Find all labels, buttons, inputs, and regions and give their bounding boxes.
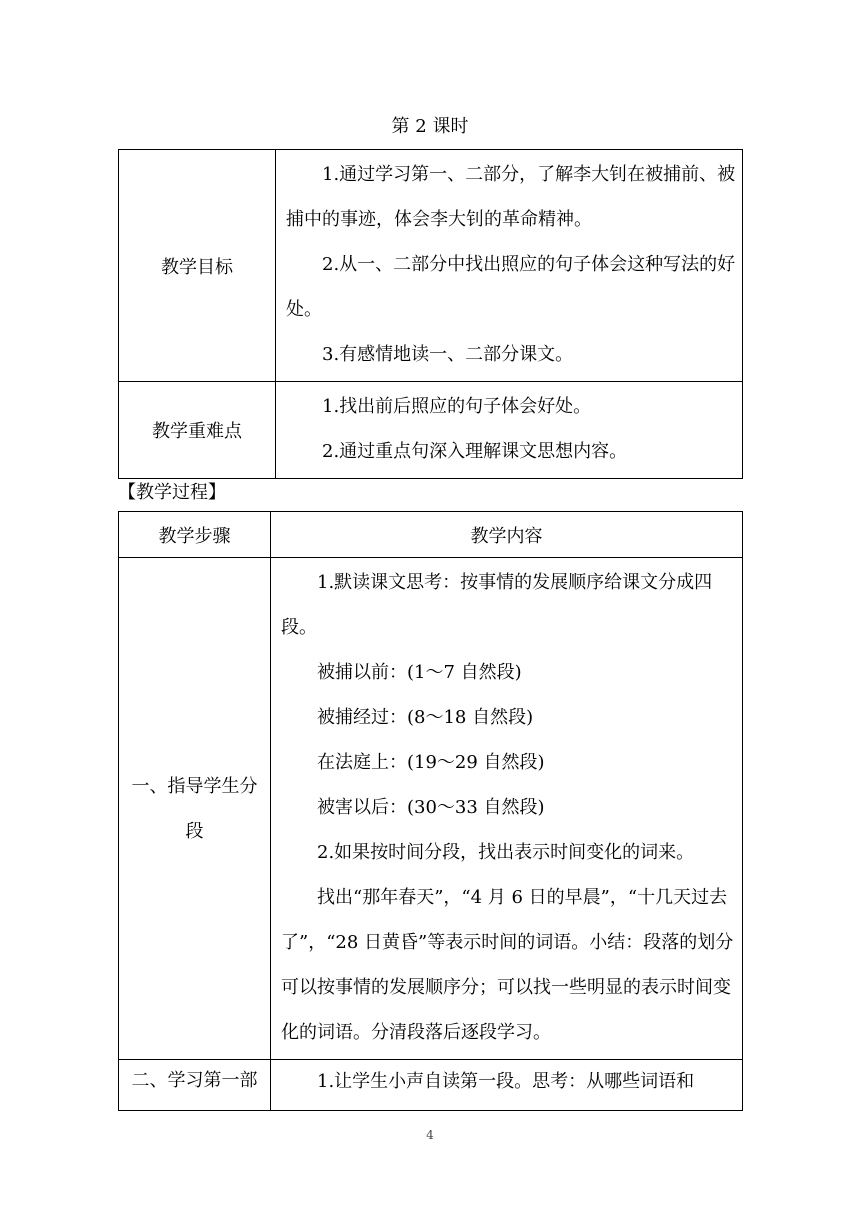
table-row — [119, 1060, 743, 1111]
step-label: 二、学习第一部 — [119, 1060, 271, 1111]
process-table — [118, 511, 743, 1111]
header-steps: 教学步骤 — [119, 512, 271, 558]
content-paragraph: 1.让学生小声自读第一段。思考：从哪些词语和 — [317, 1071, 695, 1092]
objectives-content — [276, 150, 743, 382]
lesson-goals-table — [118, 149, 743, 479]
content-paragraph: 1.默读课文思考：按事情的发展顺序给课文分成四段。 — [281, 572, 713, 638]
header-content: 教学内容 — [271, 512, 743, 558]
key-points-label: 教学重难点 — [119, 382, 276, 479]
objectives-row — [119, 150, 743, 382]
step-label: 一、指导学生分段 — [119, 558, 271, 1060]
step-content — [271, 558, 743, 1060]
key-point-item: 1.找出前后照应的句子体会好处。 — [322, 396, 592, 417]
step-content — [271, 1060, 743, 1111]
content-paragraph: 被害以后：(30～33 自然段) — [317, 797, 545, 818]
content-paragraph: 在法庭上：(19～29 自然段) — [317, 752, 545, 773]
page-number: 4 — [426, 1128, 434, 1142]
objective-item: 1.通过学习第一、二部分，了解李大钊在被捕前、被捕中的事迹，体会李大钊的革命精神。 — [286, 164, 736, 230]
key-points-row — [119, 382, 743, 479]
lesson-title: 第 2 课时 — [391, 116, 469, 137]
objective-item: 3.有感情地读一、二部分课文。 — [322, 344, 574, 365]
key-point-item: 2.通过重点句深入理解课文思想内容。 — [322, 441, 628, 462]
content-paragraph: 被捕经过：(8～18 自然段) — [317, 707, 534, 728]
content-paragraph: 被捕以前：(1～7 自然段) — [317, 662, 522, 683]
content-paragraph: 找出“那年春天”，“4 月 6 日的早晨”，“十几天过去了”，“28 日黄昏”等表示时间的词语。小结：段落的划分可以按事情的发展顺序分；可以找一些明显的表示时间变化的词语。分清段落后逐段学习。 — [281, 887, 734, 1043]
content-paragraph: 2.如果按时间分段，找出表示时间变化的词来。 — [317, 842, 695, 863]
process-header-row — [119, 512, 743, 558]
table-row — [119, 558, 743, 1060]
process-title: 【教学过程】 — [118, 482, 226, 503]
objective-item: 2.从一、二部分中找出照应的句子体会这种写法的好处。 — [286, 254, 736, 320]
objectives-label: 教学目标 — [119, 150, 276, 382]
key-points-content — [276, 382, 743, 479]
